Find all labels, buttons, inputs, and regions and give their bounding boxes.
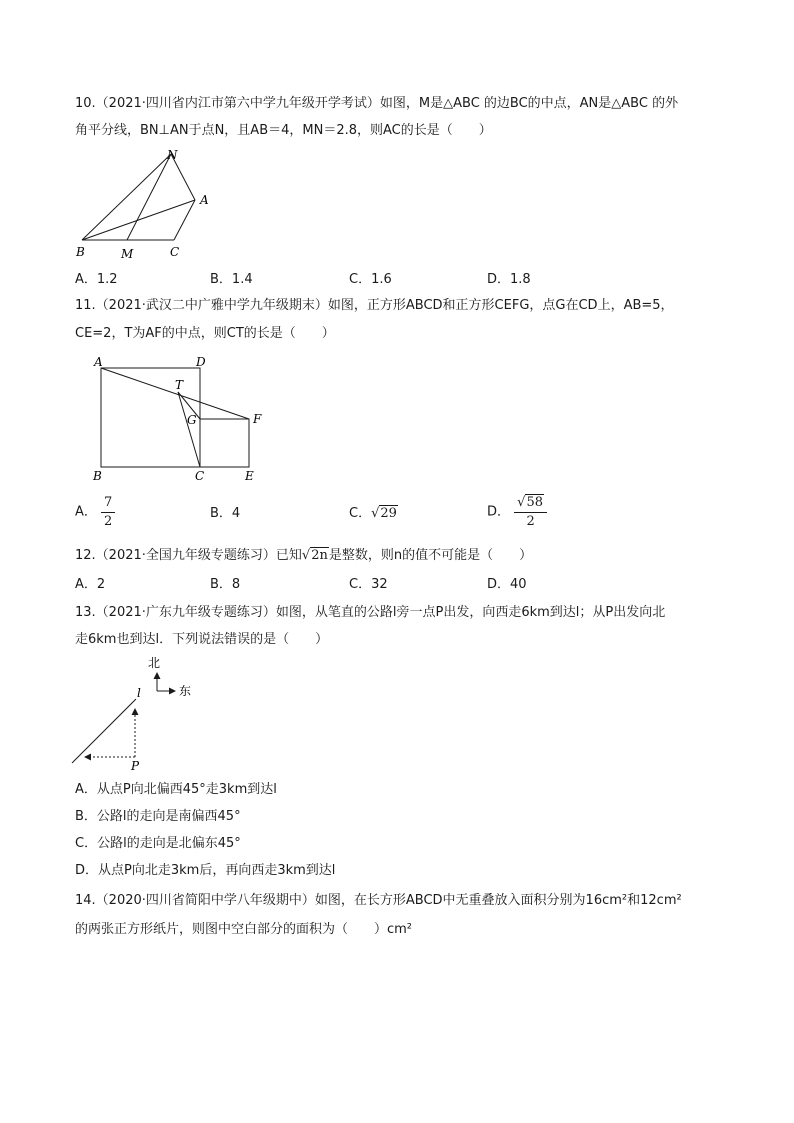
q14-stem-line1: 14.（2020·四川省简阳中学八年级期中）如图，在长方形ABCD中无重叠放入面积分别为16cm²和12cm²: [75, 893, 682, 908]
q12-option-c[interactable]: [349, 576, 388, 594]
q12-stem-suffix: 是整数，则n的值不可能是（ ）: [328, 548, 533, 563]
q10-option-d[interactable]: [487, 271, 531, 289]
q12-option-a-text: 2: [96, 577, 106, 592]
q14-stem-line2: 的两张正方形纸片，则图中空白部分的面积为（ ）cm²: [75, 922, 413, 937]
q11-option-d-fraction: [514, 494, 547, 531]
q13-option-c-key: C．: [75, 836, 98, 851]
q13-option-c-text: 公路l的走向是北偏东45°: [97, 836, 241, 851]
q10-option-d-key: D．: [487, 272, 511, 287]
q10-option-b-text: 1.4: [231, 272, 253, 287]
q11-option-d-radicand: 58: [526, 495, 543, 510]
q11-option-a[interactable]: [75, 494, 115, 531]
q11-option-c-key: C．: [349, 506, 372, 521]
q12-option-d-text: 40: [510, 577, 527, 592]
q11-label-f: F: [253, 412, 262, 426]
q11-option-b-text: 4: [231, 506, 241, 521]
q11-option-c-radicand: 29: [380, 506, 397, 521]
q11-label-g: G: [187, 413, 197, 427]
q12-option-d-key: D．: [487, 577, 511, 592]
q10-label-a: A: [200, 193, 209, 207]
q11-label-d: D: [196, 355, 206, 369]
q12-option-b-text: 8: [231, 577, 241, 592]
q11-option-b-key: B．: [210, 506, 232, 521]
q11-label-t: T: [175, 378, 184, 392]
q10-label-c: C: [170, 245, 180, 259]
q10-label-m: M: [121, 247, 134, 261]
q10-option-a-text: 1.2: [96, 272, 118, 287]
q12-option-b[interactable]: [210, 576, 240, 594]
q11-option-c[interactable]: [349, 505, 398, 523]
q13-option-d[interactable]: [75, 862, 335, 880]
q10-option-b[interactable]: [210, 271, 253, 289]
q13-option-d-text: 从点P向北走3km后，再向西走3km到达l: [98, 863, 336, 878]
q11-option-d[interactable]: [487, 494, 547, 531]
q10-label-n: N: [167, 148, 178, 162]
q12-option-b-key: B．: [210, 577, 232, 592]
q12-option-a[interactable]: [75, 576, 105, 594]
q13-option-d-key: D．: [75, 863, 99, 878]
q10-stem-line1: 10.（2021·四川省内江市第六中学九年级开学考试）如图，M是△ABC 的边BC的中点，AN是△ABC 的外: [75, 96, 679, 111]
q13-option-a[interactable]: [75, 781, 277, 799]
q12-option-c-key: C．: [349, 577, 372, 592]
q12-stem-radicand: 2n: [311, 548, 328, 563]
q11-label-a: A: [94, 355, 103, 369]
q13-label-east: 东: [179, 684, 192, 698]
q11-stem-line1: 11.（2021·武汉二中广雅中学九年级期末）如图，正方形ABCD和正方形CEFG，点G在CD上，AB=5，: [75, 298, 674, 313]
q11-figure: [88, 352, 268, 486]
q10-option-d-text: 1.8: [510, 272, 531, 287]
q10-option-c-key: C．: [349, 272, 372, 287]
q13-option-b[interactable]: [75, 808, 241, 826]
q10-label-b: B: [76, 245, 85, 259]
q12-stem-prefix: 12.（2021·全国九年级专题练习）已知: [75, 548, 302, 563]
q13-stem-line2: 走6km也到达l．下列说法错误的是（ ）: [75, 632, 329, 647]
q11-option-c-sqrt: √29: [371, 506, 397, 521]
q13-option-a-text: 从点P向北偏西45°走3km到达l: [96, 782, 277, 797]
q11-option-d-denominator: 2: [526, 514, 535, 529]
q13-option-a-key: A．: [75, 782, 97, 797]
q10-option-b-key: B．: [210, 272, 232, 287]
q13-stem-line1: 13.（2021·广东九年级专题练习）如图，从笔直的公路l旁一点P出发，向西走6km到达l；从P出发向北: [75, 605, 666, 620]
q12-option-d[interactable]: [487, 576, 527, 594]
q10-option-c-text: 1.6: [371, 272, 392, 287]
q11-option-b[interactable]: [210, 505, 240, 523]
q12-stem-sqrt: √2n: [301, 548, 328, 563]
q12-option-a-key: A．: [75, 577, 97, 592]
q13-option-b-text: 公路l的走向是南偏西45°: [96, 809, 241, 824]
q10-option-a[interactable]: [75, 271, 118, 289]
q13-option-b-key: B．: [75, 809, 97, 824]
q11-option-d-key: D．: [487, 504, 511, 520]
q11-label-c: C: [195, 469, 205, 483]
q13-label-p: P: [131, 759, 140, 773]
q13-label-l: l: [137, 686, 141, 700]
q11-label-e: E: [245, 469, 254, 483]
q12-option-c-text: 32: [371, 577, 388, 592]
q13-label-north: 北: [148, 656, 161, 670]
q10-stem-line2: 角平分线，BN⊥AN于点N，且AB＝4，MN＝2.8，则AC的长是（ ）: [75, 123, 492, 138]
q10-option-c[interactable]: [349, 271, 392, 289]
q10-option-a-key: A．: [75, 272, 97, 287]
q11-label-b: B: [93, 469, 102, 483]
q11-option-a-denominator: 2: [104, 514, 113, 529]
q11-option-a-fraction: [101, 494, 115, 531]
q13-option-c[interactable]: [75, 835, 241, 853]
q11-stem-line2: CE=2，T为AF的中点，则CT的长是（ ）: [75, 326, 335, 341]
q13-figure: [65, 653, 215, 775]
q11-option-d-sqrt: √58: [517, 495, 543, 510]
q11-option-a-key: A．: [75, 504, 97, 520]
q10-figure: [70, 145, 220, 263]
q12-stem: [75, 547, 532, 565]
q11-option-d-numerator: [514, 494, 547, 513]
q11-option-a-numerator: 7: [101, 494, 115, 513]
